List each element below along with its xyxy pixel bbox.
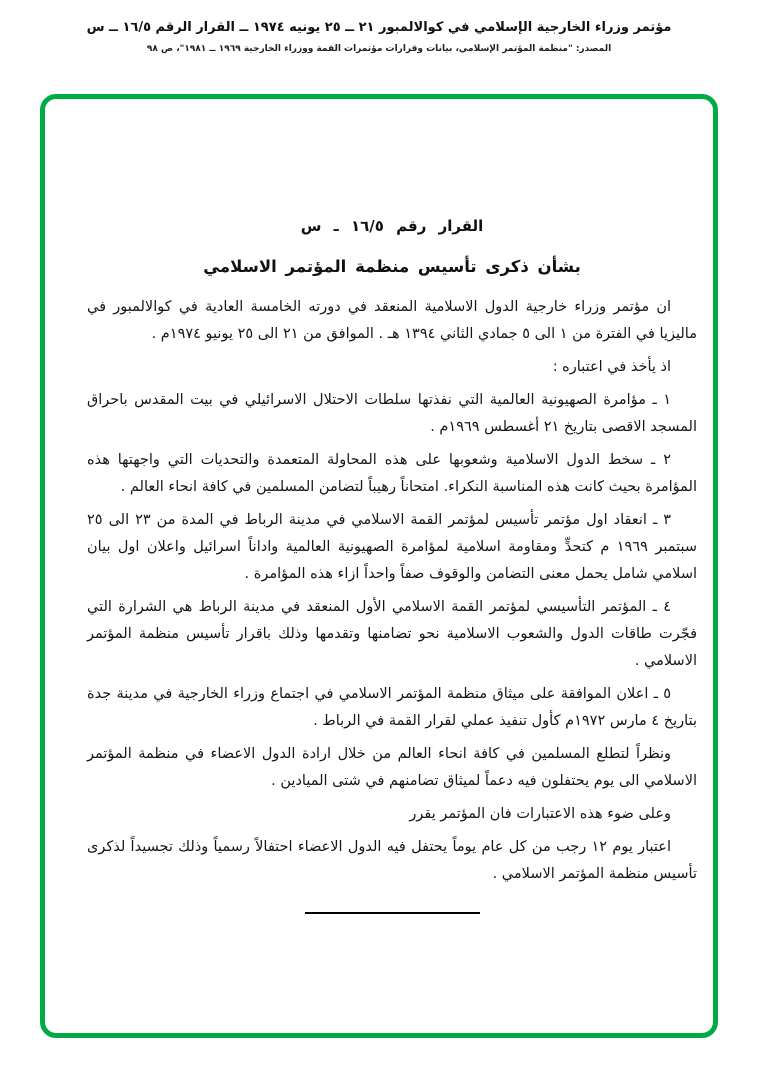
- resolution-number-title: القرار رقم ١٦/٥ ـ س: [300, 217, 484, 235]
- document-body: [87, 294, 697, 888]
- paragraph-clause-4: ٤ ـ المؤتمر التأسيسي لمؤتمر القمة الاسلامي الأول المنعقد في مدينة الرباط هي الشرارة التي فجّرت طاقات الدول والشعوب الاسلامية نحو تضامنها وتقدمها وذلك باقرار تأسيس منظمة المؤتمر الاسلامي .: [87, 599, 697, 669]
- paragraph-aspiration: ونظراً لتطلع المسلمين في كافة انحاء العالم من خلال ارادة الدول الاعضاء في منظمة المؤتمر الاسلامي الى يوم يحتفلون فيه دعماً لميثاق تضامنهم في شتى الميادين .: [87, 746, 697, 789]
- header-source-line: المصدر: "منظمة المؤتمر الإسلامي، بيانات وقرارات مؤتمرات القمة ووزراء الخارجية ١٩٦٩ ــ ١٩٨١"، ص ٩٨: [146, 44, 612, 54]
- paragraph-preamble: ان مؤتمر وزراء خارجية الدول الاسلامية المنعقد في دورته الخامسة العادية في كوالالمبور في ماليزيا في الفترة من ١ الى ٥ جمادي الثاني ١٣٩٤ هـ . الموافق من ٢١ الى ٢٥ يونيو ١٩٧٤م .: [87, 299, 697, 342]
- paragraph-decision-heading: وعلى ضوء هذه الاعتبارات فان المؤتمر يقرر: [409, 806, 671, 822]
- paragraph-clause-1: ١ ـ مؤامرة الصهيونية العالمية التي نفذتها سلطات الاحتلال الاسرائيلي في بيت المقدس باحراق المسجد الاقصى بتاريخ ٢١ أغسطس ١٩٦٩م .: [87, 392, 697, 435]
- paragraph-clause-2: ٢ ـ سخط الدول الاسلامية وشعوبها على هذه المحاولة المتعمدة والتحديات التي واجهتها هذه المؤامرة بحيث كانت هذه المناسبة النكراء. امتحاناً رهيباً لتضامن المسلمين في كافة انحاء العالم .: [87, 452, 697, 495]
- end-divider-rule: [305, 912, 480, 914]
- paragraph-decision: اعتبار يوم ١٢ رجب من كل عام يوماً يحتفل فيه الدول الاعضاء احتفالاً رسمياً وذلك تجسيداً لذكرى تأسيس منظمة المؤتمر الاسلامي .: [87, 839, 697, 882]
- paragraph-considering-heading: اذ يأخذ في اعتباره :: [552, 359, 671, 375]
- header-title-line: مؤتمر وزراء الخارجية الإسلامي في كوالالمبور ٢١ ــ ٢٥ يونيه ١٩٧٤ ــ القرار الرقم ١٦/٥ ــ س: [86, 20, 672, 35]
- resolution-subject-title: بشأن ذكرى تأسيس منظمة المؤتمر الاسلامي: [203, 257, 581, 276]
- green-border-frame: [40, 94, 718, 1038]
- paragraph-clause-3: ٣ ـ انعقاد اول مؤتمر تأسيس لمؤتمر القمة الاسلامي في مدينة الرباط في المدة من ٢٣ الى ٢٥ سبتمبر ١٩٦٩ م كتحدٍّ ومقاومة اسلامية لمؤامرة الصهيونية العالمية واداناً اسرائيل واعلان اول بيان اسلامي شامل يحمل معنى التضامن والوقوف صفاً واحداً ازاء هذه المؤامرة .: [87, 512, 697, 582]
- page-header: [0, 0, 758, 54]
- paragraph-clause-5: ٥ ـ اعلان الموافقة على ميثاق منظمة المؤتمر الاسلامي في اجتماع وزراء الخارجية في مدينة جدة بتاريخ ٤ مارس ١٩٧٢م كأول تنفيذ عملي لقرار القمة في الرباط .: [87, 686, 697, 729]
